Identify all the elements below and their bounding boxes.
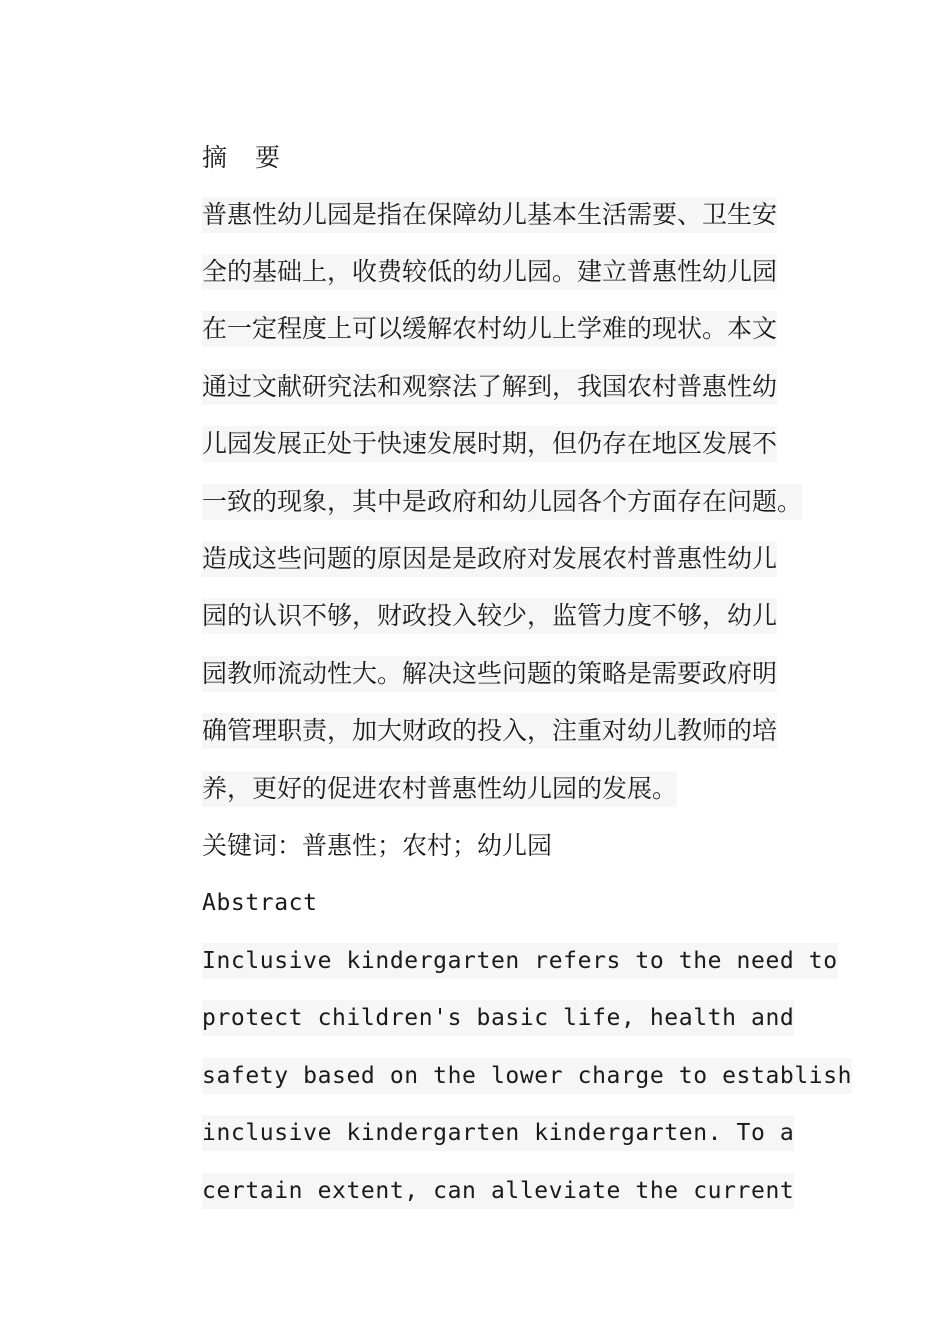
abstract-cn-line: 全的基础上，收费较低的幼儿园。建立普惠性幼儿园 (202, 254, 777, 290)
abstract-cn-line: 儿园发展正处于快速发展时期，但仍存在地区发展不 (202, 426, 777, 462)
abstract-en-line: certain extent, can alleviate the current (202, 1173, 794, 1209)
abstract-en-heading: Abstract (202, 890, 318, 916)
abstract-cn-line: 在一定程度上可以缓解农村幼儿上学难的现状。本文 (202, 311, 777, 347)
keywords: 关键词：普惠性；农村；幼儿园 (202, 831, 553, 860)
abstract-cn-line: 养，更好的促进农村普惠性幼儿园的发展。 (202, 771, 677, 807)
abstract-cn-heading: 摘 要 (202, 143, 290, 172)
abstract-cn-line: 一致的现象，其中是政府和幼儿园各个方面存在问题。 (202, 484, 802, 520)
abstract-cn-line: 园教师流动性大。解决这些问题的策略是需要政府明 (202, 656, 777, 692)
abstract-en-line: Inclusive kindergarten refers to the need to (202, 943, 838, 979)
abstract-en-line: safety based on the lower charge to establish (202, 1058, 852, 1094)
abstract-cn-line: 确管理职责，加大财政的投入，注重对幼儿教师的培 (202, 713, 777, 749)
abstract-cn-line: 普惠性幼儿园是指在保障幼儿基本生活需要、卫生安 (202, 197, 777, 233)
abstract-en-line: inclusive kindergarten kindergarten. To a (202, 1115, 794, 1151)
abstract-cn-line: 通过文献研究法和观察法了解到，我国农村普惠性幼 (202, 369, 777, 405)
abstract-cn-line: 园的认识不够，财政投入较少，监管力度不够，幼儿 (202, 598, 777, 634)
abstract-en-line: protect children's basic life, health and (202, 1000, 794, 1036)
abstract-cn-line: 造成这些问题的原因是是政府对发展农村普惠性幼儿 (202, 541, 777, 577)
